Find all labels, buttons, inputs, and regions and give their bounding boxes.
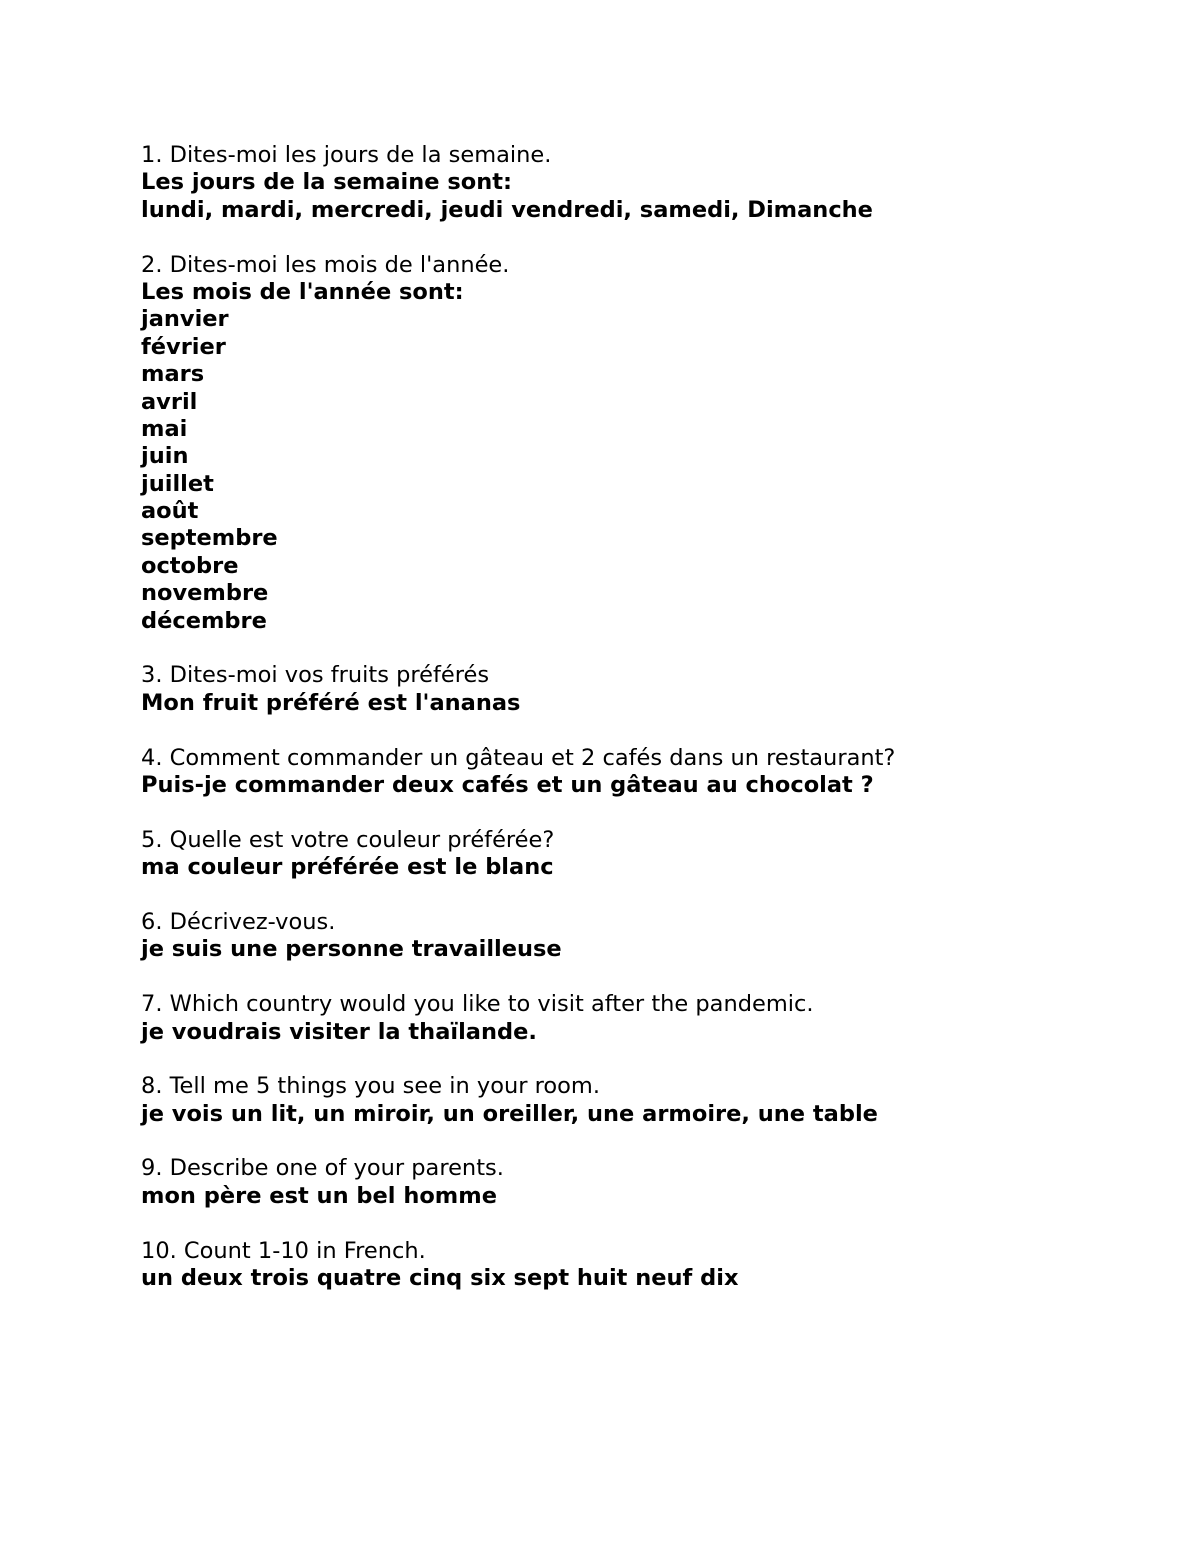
answer-line: un deux trois quatre cinq six sept huit neuf dix: [141, 1265, 739, 1292]
answer-line: lundi, mardi, mercredi, jeudi vendredi, samedi, Dimanche: [141, 196, 873, 223]
question-block-2: [141, 252, 1141, 635]
question-block-7: [141, 991, 1141, 1046]
answer-line: décembre: [141, 607, 267, 634]
spacer: [141, 1210, 1141, 1237]
document-page: [141, 142, 1141, 1292]
question-block-6: [141, 909, 1141, 964]
answer-line: Les jours de la semaine sont:: [141, 169, 512, 196]
question-block-1: [141, 142, 1141, 224]
question-block-10: [141, 1238, 1141, 1293]
question-text: 1. Dites-moi les jours de la semaine.: [141, 142, 552, 168]
answer-line: juin: [141, 443, 189, 470]
answer-line: ma couleur préférée est le blanc: [141, 854, 554, 881]
question-block-5: [141, 827, 1141, 882]
question-block-4: [141, 745, 1141, 800]
answer-line: avril: [141, 388, 198, 415]
answer-line: je suis une personne travailleuse: [141, 936, 562, 963]
spacer: [141, 1046, 1141, 1073]
answer-line: mon père est un bel homme: [141, 1182, 497, 1209]
answer-line: août: [141, 498, 199, 525]
spacer: [141, 717, 1141, 744]
spacer: [141, 224, 1141, 251]
answer-line: octobre: [141, 552, 239, 579]
question-text: 10. Count 1-10 in French.: [141, 1237, 426, 1264]
answer-line: je voudrais visiter la thaïlande.: [141, 1018, 537, 1045]
spacer: [141, 799, 1141, 826]
question-text: 3. Dites-moi vos fruits préférés: [141, 662, 490, 689]
spacer: [141, 635, 1141, 662]
spacer: [141, 882, 1141, 909]
spacer: [141, 1128, 1141, 1155]
answer-line: je vois un lit, un miroir, un oreiller, une armoire, une table: [141, 1100, 878, 1127]
answer-line: mars: [141, 361, 205, 388]
answer-line: juillet: [141, 470, 214, 497]
question-block-8: [141, 1073, 1141, 1128]
answer-line: février: [141, 333, 226, 360]
answer-line: septembre: [141, 525, 278, 552]
answer-line: Puis-je commander deux cafés et un gâteau au chocolat ?: [141, 771, 874, 798]
question-text: 5. Quelle est votre couleur préférée?: [141, 826, 555, 853]
question-text: 4. Comment commander un gâteau et 2 cafés dans un restaurant?: [141, 744, 896, 771]
answer-line: mai: [141, 415, 188, 442]
question-text: 6. Décrivez-vous.: [141, 908, 336, 935]
answer-line: janvier: [141, 306, 229, 333]
question-block-3: [141, 662, 1141, 717]
answer-line: Les mois de l'année sont:: [141, 278, 464, 305]
answer-line: Mon fruit préféré est l'ananas: [141, 689, 521, 716]
question-text: 7. Which country would you like to visit after the pandemic.: [141, 991, 814, 1018]
spacer: [141, 964, 1141, 991]
question-text: 2. Dites-moi les mois de l'année.: [141, 251, 510, 278]
question-block-9: [141, 1155, 1141, 1210]
question-text: 9. Describe one of your parents.: [141, 1155, 504, 1182]
answer-line: novembre: [141, 580, 269, 607]
question-text: 8. Tell me 5 things you see in your room.: [141, 1073, 600, 1100]
